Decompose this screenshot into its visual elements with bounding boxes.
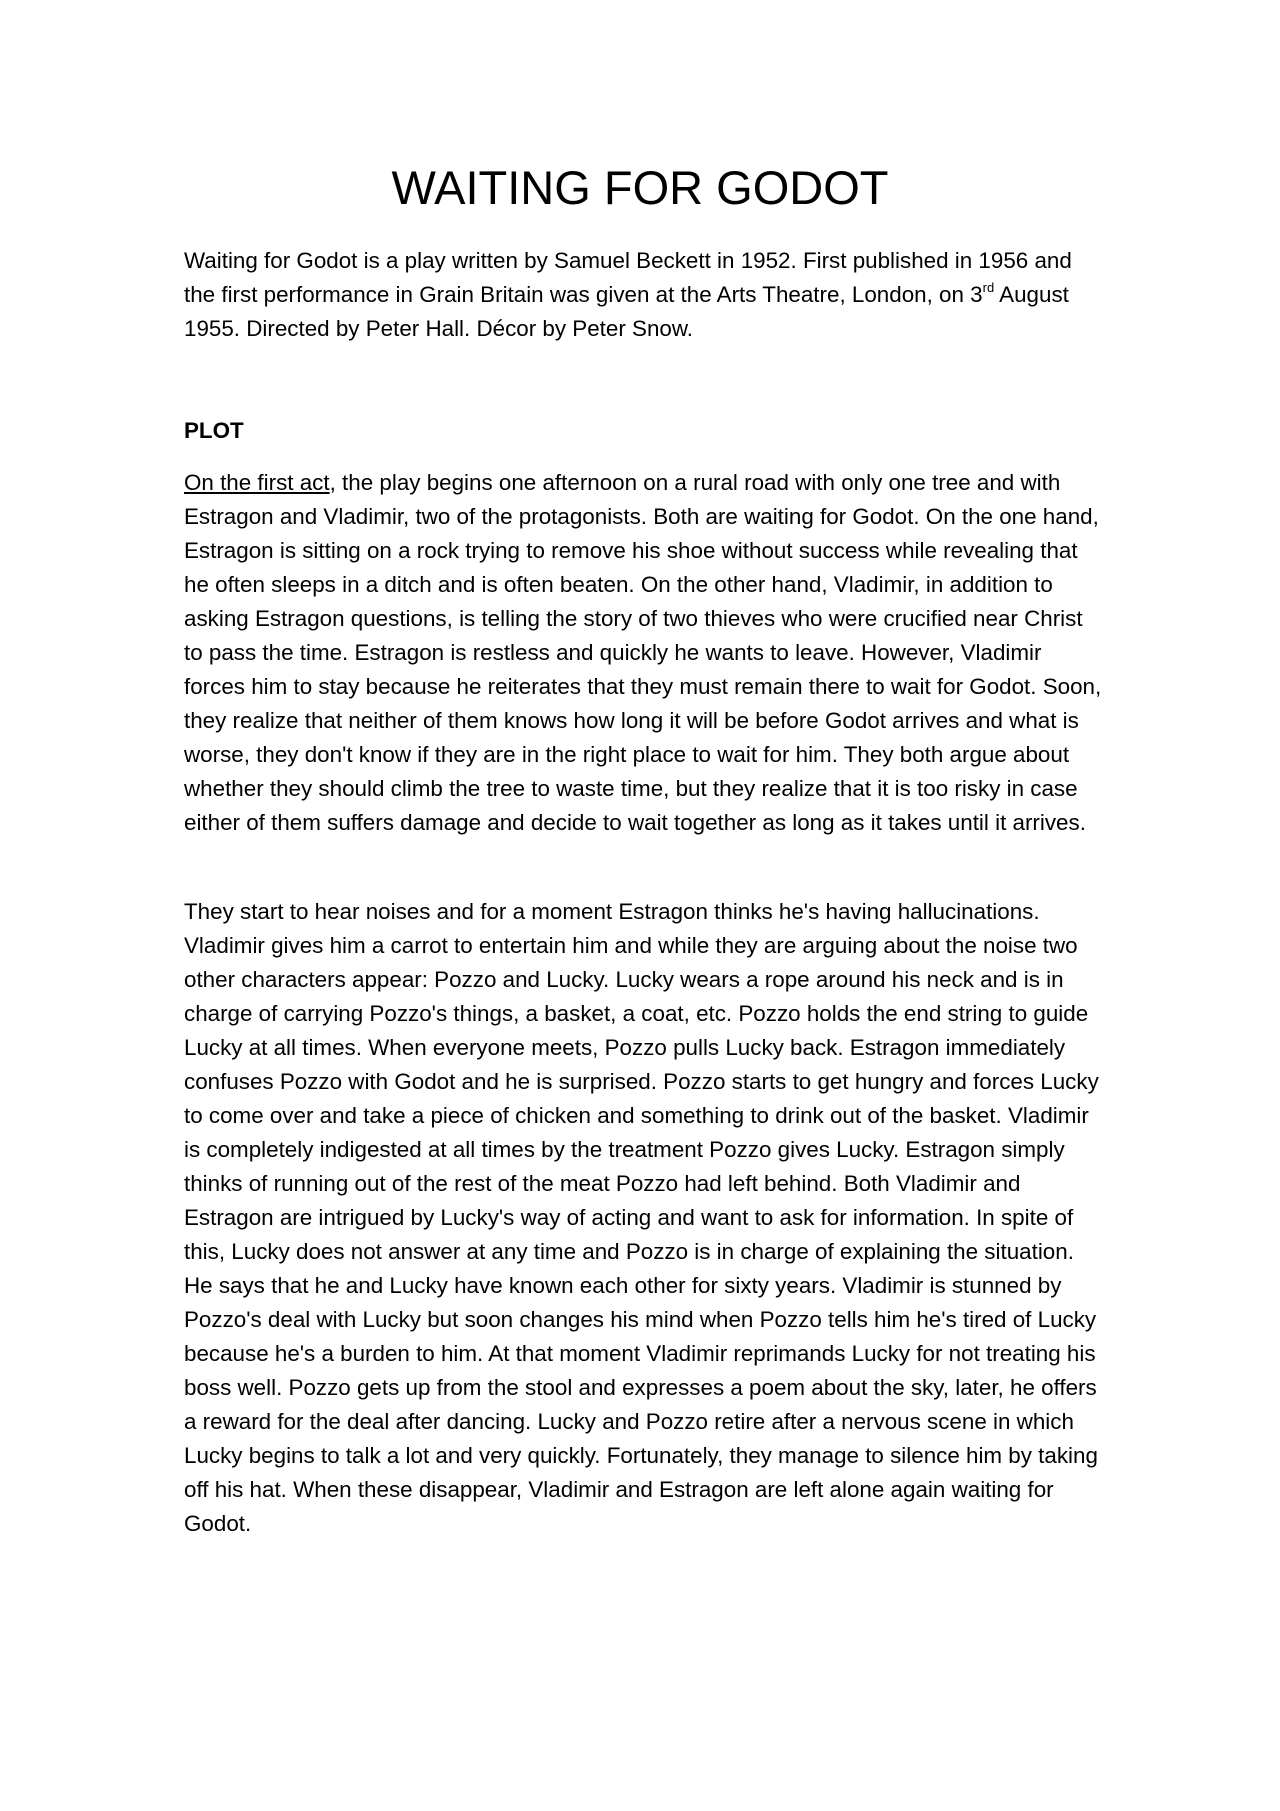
intro-paragraph — [184, 244, 1104, 346]
intro-text-end: August 1955. Directed by Peter Hall. Décor by Peter Snow. — [184, 282, 1069, 341]
plot-paragraph-1 — [184, 466, 1104, 840]
underlined-lead: On the first act — [184, 470, 330, 495]
ordinal-superscript: rd — [982, 280, 995, 295]
intro-text: Waiting for Godot is a play written by Samuel Beckett in 1952. First published in 1956 and the first performance in Grain Britain was given at the Arts Theatre, London, on 3 — [184, 248, 1072, 307]
paragraph-1-text: , the play begins one afternoon on a rural road with only one tree and with Estragon and Vladimir, two of the protagonists. Both are waiting for Godot. On the one hand, Estragon is sitting on a rock trying to remove his shoe without success while revealing that he often sleeps in a ditch and is often beaten. On the other hand, Vladimir, in addition to asking Estragon questions, is telling the story of two thieves who were crucified near Christ to pass the time. Estragon is restless and quickly he wants to leave. However, Vladimir forces him to stay because he reiterates that they must remain there to wait for Godot. Soon, they realize that neither of them knows how long it will be before Godot arrives and what is worse, they don't know if they are in the right place to wait for him. They both argue about whether they should climb the tree to waste time, but they realize that it is too risky in case either of them suffers damage and decide to wait together as long as it takes until it arrives. — [184, 470, 1102, 835]
plot-paragraph-2: They start to hear noises and for a moment Estragon thinks he's having hallucinations. Vladimir gives him a carrot to entertain him and while they are arguing about the noise two other characters appear: Pozzo and Lucky. Lucky wears a rope around his neck and is in charge of carrying Pozzo's things, a basket, a coat, etc. Pozzo holds the end string to guide Lucky at all times. When everyone meets, Pozzo pulls Lucky back. Estragon immediately confuses Pozzo with Godot and he is surprised. Pozzo starts to get hungry and forces Lucky to come over and take a piece of chicken and something to drink out of the basket. Vladimir is completely indigested at all times by the treatment Pozzo gives Lucky. Estragon simply thinks of running out of the rest of the meat Pozzo had left behind. Both Vladimir and Estragon are intrigued by Lucky's way of acting and want to ask for information. In spite of this, Lucky does not answer at any time and Pozzo is in charge of explaining the situation. He says that he and Lucky have known each other for sixty years. Vladimir is stunned by Pozzo's deal with Lucky but soon changes his mind when Pozzo tells him he's tired of Lucky because he's a burden to him. At that moment Vladimir reprimands Lucky for not treating his boss well. Pozzo gets up from the stool and expresses a poem about the sky, later, he offers a reward for the deal after dancing. Lucky and Pozzo retire after a nervous scene in which Lucky begins to talk a lot and very quickly. Fortunately, they manage to silence him by taking off his hat. When these disappear, Vladimir and Estragon are left alone again waiting for Godot. — [184, 899, 1099, 1536]
document-title: WAITING FOR GODOT — [391, 161, 889, 214]
section-heading-plot: PLOT — [184, 418, 244, 443]
